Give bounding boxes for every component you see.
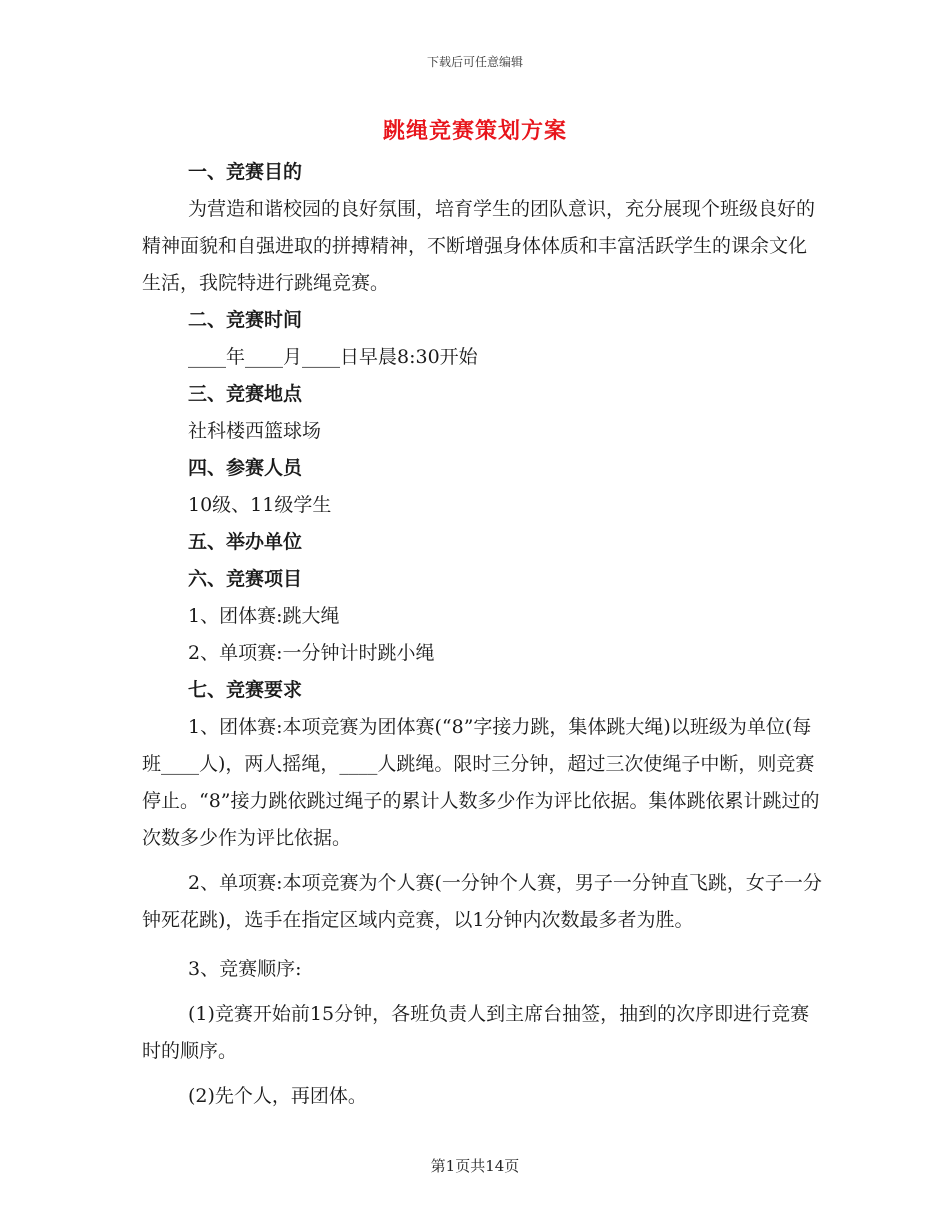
page-footer: 第1页共14页 xyxy=(430,1157,520,1175)
requirement-single: 2、单项赛:本项竞赛为个人赛(一分钟个人赛，男子一分钟直飞跳，女子一分钟死花跳)，选手在指定区域内竞赛，以1分钟内次数最多者为胜。 xyxy=(142,872,822,931)
section-heading-participants: 四、参赛人员 xyxy=(188,457,303,479)
requirement-order-step-2: (2)先个人，再团体。 xyxy=(188,1085,367,1107)
section-heading-venue: 三、竞赛地点 xyxy=(188,383,303,405)
section-text-participants: 10级、11级学生 xyxy=(188,494,332,516)
document-body xyxy=(142,154,822,1115)
section-heading-requirements: 七、竞赛要求 xyxy=(188,679,303,701)
section-heading-events: 六、竞赛项目 xyxy=(188,568,303,590)
section-heading-organizer: 五、举办单位 xyxy=(188,531,303,553)
section-text-purpose: 为营造和谐校园的良好氛围，培育学生的团队意识，充分展现个班级良好的精神面貌和自强进取的拼搏精神，不断增强身体体质和丰富活跃学生的课余文化生活，我院特进行跳绳竞赛。 xyxy=(142,198,816,294)
section-text-time: ____年____月____日早晨8:30开始 xyxy=(188,346,478,368)
requirement-order-step-1: (1)竞赛开始前15分钟，各班负责人到主席台抽签，抽到的次序即进行竞赛时的顺序。 xyxy=(142,1003,810,1062)
section-heading-time: 二、竞赛时间 xyxy=(188,309,303,331)
requirement-team: 1、团体赛:本项竞赛为团体赛(“8”字接力跳，集体跳大绳)以班级为单位(每班____人)，两人摇绳，____人跳绳。限时三分钟，超过三次使绳子中断，则竞赛停止。“8”接力跳依跳过绳子的累计人数多少作为评比依据。集体跳依累计跳过的次数多少作为评比依据。 xyxy=(142,716,820,849)
document-title: 跳绳竞赛策划方案 xyxy=(382,118,567,144)
requirement-order: 3、竞赛顺序: xyxy=(188,958,302,980)
section-heading-purpose: 一、竞赛目的 xyxy=(188,161,303,183)
header-note: 下载后可任意编辑 xyxy=(426,55,523,69)
section-text-venue: 社科楼西篮球场 xyxy=(188,420,322,442)
event-item-team: 1、团体赛:跳大绳 xyxy=(188,605,340,627)
event-item-single: 2、单项赛:一分钟计时跳小绳 xyxy=(188,642,435,664)
